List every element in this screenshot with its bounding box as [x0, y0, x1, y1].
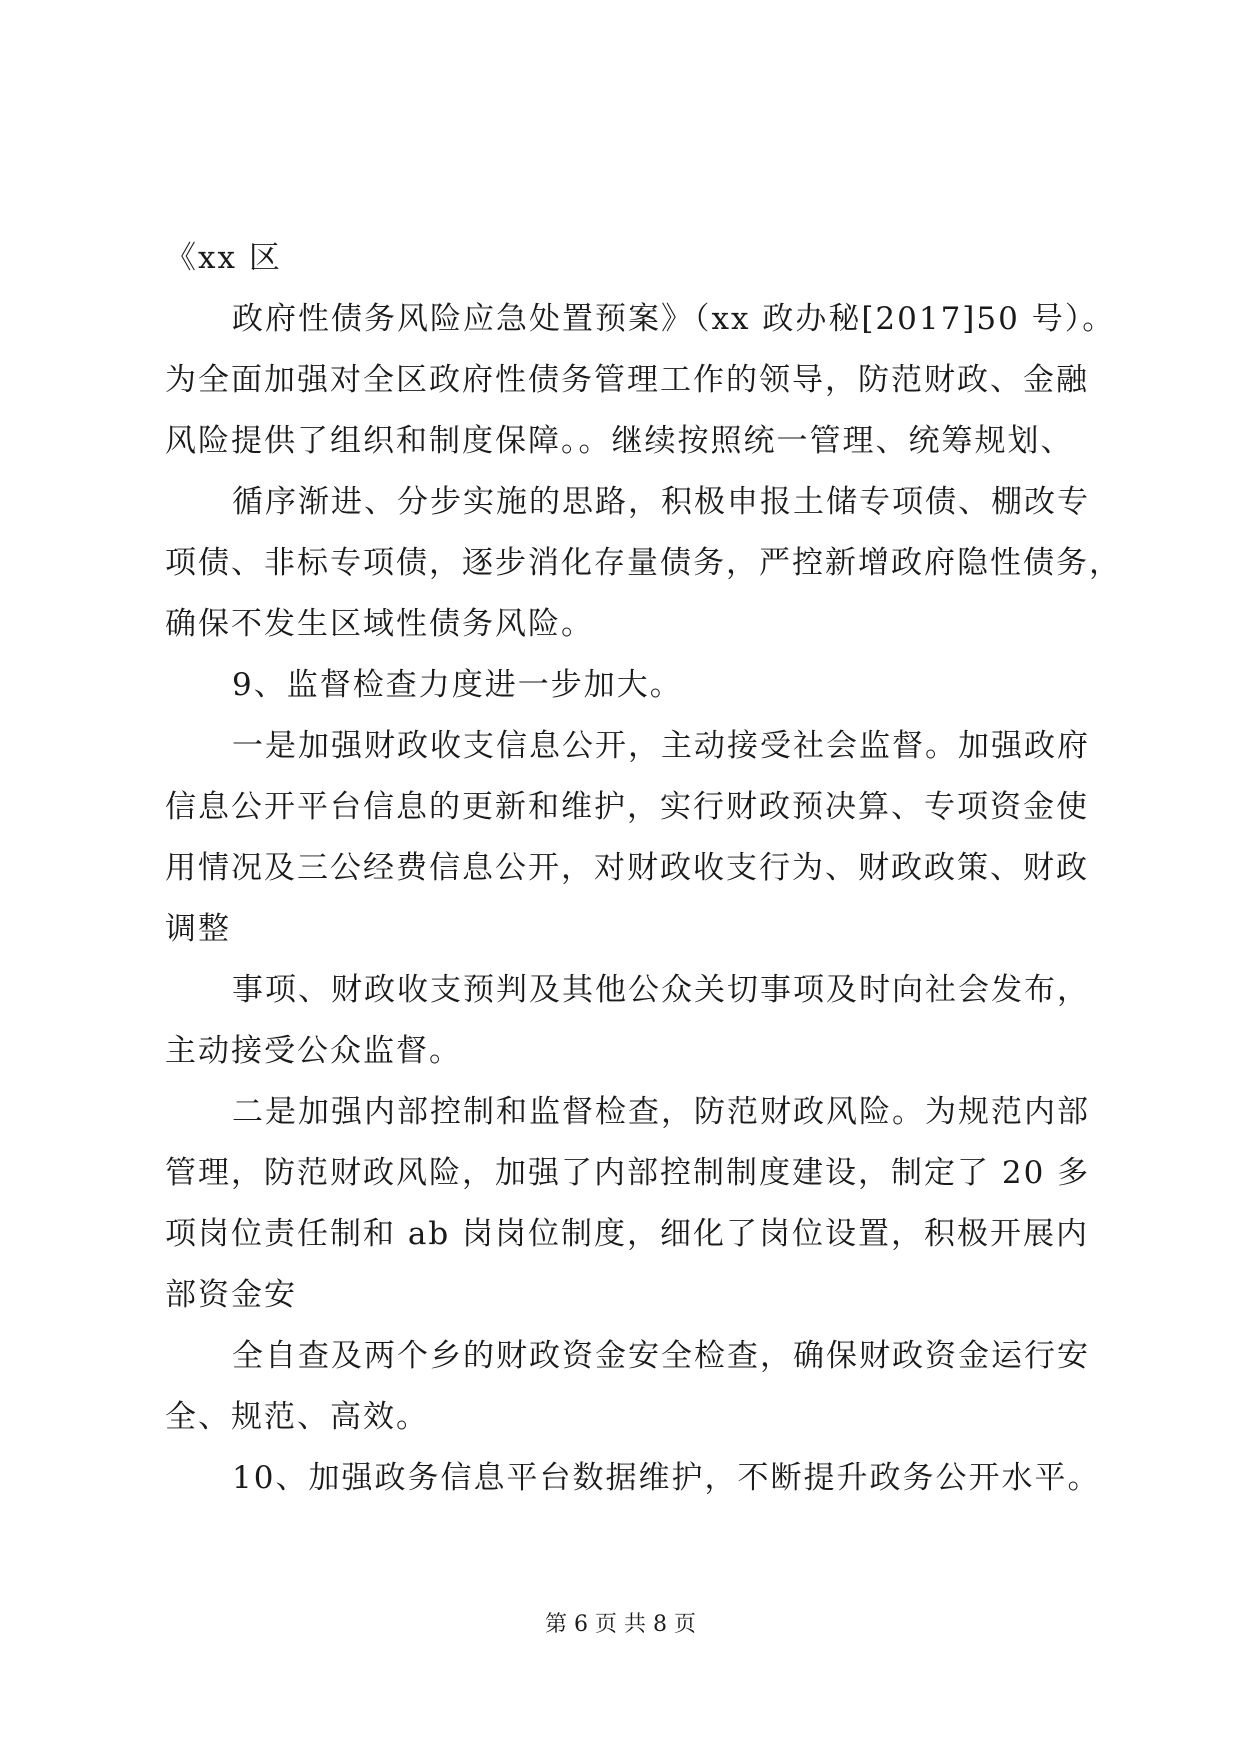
- text-line: 风险提供了组织和制度保障。。继续按照统一管理、统筹规划、: [165, 423, 1074, 459]
- text-line: 项岗位责任制和 ab 岗岗位制度，细化了岗位设置，积极开展内: [165, 1216, 1090, 1252]
- paragraph-3: [165, 472, 1122, 655]
- paragraph-1: [165, 228, 1085, 289]
- section-heading-10: [165, 1448, 1101, 1509]
- text-line: 《xx 区: [165, 240, 282, 276]
- text-line: 调整: [165, 911, 231, 947]
- section-heading-9: [165, 655, 1085, 716]
- text-line: 循序渐进、分步实施的思路，积极申报土储专项债、棚改专: [232, 484, 1090, 520]
- text-line: 项债、非标专项债，逐步消化存量债务，严控新增政府隐性债务，: [165, 545, 1122, 581]
- text-line: 政府性债务风险应急处置预案》（xx 政办秘[2017]50 号）。: [232, 301, 1116, 337]
- text-line: 主动接受公众监督。: [165, 1033, 462, 1069]
- text-line: 二是加强内部控制和监督检查，防范财政风险。为规范内部: [232, 1094, 1090, 1130]
- text-line: 9、监督检查力度进一步加大。: [232, 667, 683, 703]
- text-line: 用情况及三公经费信息公开，对财政收支行为、财政政策、财政: [165, 850, 1089, 886]
- page-footer: 第 6 页 共 8 页: [545, 1612, 696, 1637]
- text-line: 全自查及两个乡的财政资金安全检查，确保财政资金运行安: [232, 1338, 1090, 1374]
- text-line: 确保不发生区域性债务风险。: [165, 606, 594, 642]
- text-line: 事项、财政收支预判及其他公众关切事项及时向社会发布，: [232, 972, 1090, 1008]
- paragraph-8: [165, 1326, 1090, 1448]
- text-line: 部资金安: [165, 1277, 297, 1313]
- text-line: 为全面加强对全区政府性债务管理工作的领导，防范财政、金融: [165, 362, 1089, 398]
- paragraph-5: [165, 716, 1090, 960]
- text-line: 10、加强政务信息平台数据维护，不断提升政务公开水平。: [232, 1460, 1101, 1496]
- text-line: 一是加强财政收支信息公开，主动接受社会监督。加强政府: [232, 728, 1090, 764]
- paragraph-7: [165, 1082, 1091, 1326]
- text-line: 管理，防范财政风险，加强了内部控制制度建设，制定了 20 多: [165, 1155, 1091, 1191]
- document-body: [165, 228, 1122, 1509]
- paragraph-2: [165, 289, 1116, 472]
- text-line: 信息公开平台信息的更新和维护，实行财政预决算、专项资金使: [165, 789, 1089, 825]
- paragraph-6: [165, 960, 1090, 1082]
- text-line: 全、规范、高效。: [165, 1399, 429, 1435]
